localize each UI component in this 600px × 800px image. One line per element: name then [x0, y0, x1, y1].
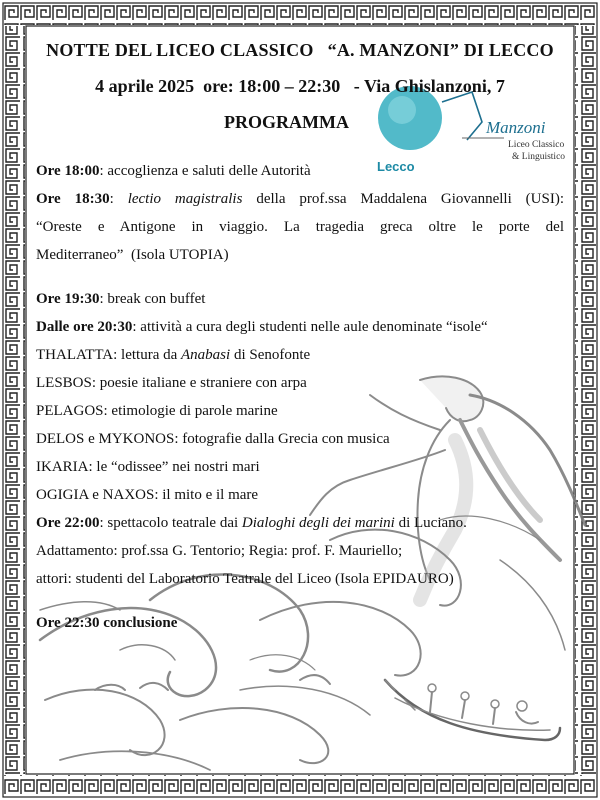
event-date-line: 4 aprile 2025 ore: 18:00 – 22:30 - Via Ghislanzoni, 7 [95, 76, 505, 96]
program-line-1830-title: “Oreste e Antigone in viaggio. La tragedia greca oltre le porte del [36, 219, 564, 235]
logo-school-line2: & Linguistico [512, 152, 566, 162]
program-line-2230: Ore 22:30 conclusione [36, 615, 178, 631]
program-line-1830-title-end: Mediterraneo” (Isola UTOPIA) [36, 247, 229, 263]
event-title: NOTTE DEL LICEO CLASSICO “A. MANZONI” DI LECCO [46, 40, 554, 60]
program-line-delos: DELOS e MYKONOS: fotografie dalla Grecia con musica [36, 431, 390, 447]
program-heading: PROGRAMMA [224, 112, 349, 132]
program-line-ogigia: OGIGIA e NAXOS: il mito e il mare [36, 487, 259, 503]
program-line-2030: Dalle ore 20:30: attività a cura degli studenti nelle aule denominate “isole“ [36, 319, 488, 335]
program-line-lesbos: LESBOS: poesie italiane e straniere con arpa [36, 375, 307, 391]
program-line-ikaria: IKARIA: le “odissee” nei nostri mari [36, 459, 260, 475]
program-line-1800: Ore 18:00: accoglienza e saluti delle Autorità [36, 163, 311, 179]
program-line-1930: Ore 19:30: break con buffet [36, 291, 206, 307]
program-line-2200: Ore 22:00: spettacolo teatrale dai Dialoghi degli dei marini di Luciano. [36, 515, 467, 531]
program-line-1830: Ore 18:30: lectio magistralis della prof.ssa Maddalena Giovannelli (USI): [36, 191, 564, 207]
logo-city-text: Lecco [377, 159, 415, 174]
logo-name-text: Manzoni [486, 118, 546, 137]
program-line-adattamento: Adattamento: prof.ssa G. Tentorio; Regia: prof. F. Mauriello; [36, 543, 403, 559]
program-line-thalatta: THALATTA: lettura da Anabasi di Senofonte [36, 347, 311, 363]
logo-school-line1: Liceo Classico [508, 140, 565, 150]
program-line-pelagos: PELAGOS: etimologie di parole marine [36, 403, 278, 419]
program-line-attori: attori: studenti del Laboratorio Teatrale del Liceo (Isola EPIDAURO) [36, 571, 454, 587]
